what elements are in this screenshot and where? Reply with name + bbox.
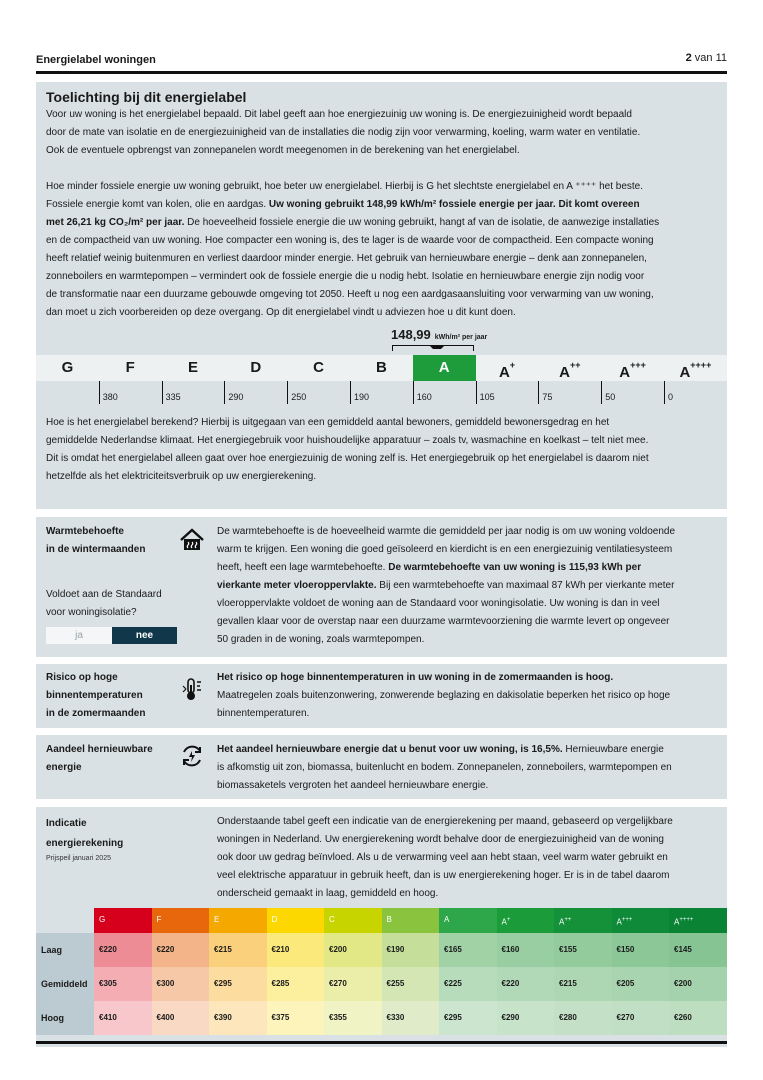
table-cell: €295 — [209, 967, 267, 1001]
house-heating-icon — [179, 527, 205, 553]
table-row-label: Laag — [36, 933, 94, 967]
table-cell: €390 — [209, 1001, 267, 1035]
answer-yes: ja — [46, 627, 112, 644]
renewable-energy-text: Het aandeel hernieuwbare energie dat u benut voor uw woning, is 16,5%. Hernieuwbare energie is afkomstig uit zon, biomassa, buitenlucht en bodem. Zonnepanelen, zonneboilers, warmtepompen en biomassaketels vergroten het aandeel hernieuwbare energie. — [217, 744, 672, 791]
table-header-1: F — [152, 908, 210, 933]
intro-paragraph-3: Hoe is het energielabel berekend? Hierbij is uitgegaan van een gemiddeld aantal bewoners, gemiddeld bewonersgedrag en het gemiddelde Nederlandse klimaat. Het energiegebruik voor huishoudelijke apparatuur – zoals tv, wasmachine en koelkast – telt niet mee. Dit is omdat het energielabel alleen gaat over hoe energiezuinig de woning zelf is. Het energiegebruik op het energielabel is daarom niet hetzelfde als het elektriciteitsverbruik op uw energierekening. — [46, 417, 649, 482]
intro-paragraph-1: Voor uw woning is het energielabel bepaald. Dit label geeft aan hoe energiezuinig uw woning is. De energiezuinigheid wordt bepaald door de mate van isolatie en de energiezuinigheid van de installaties die nodig zijn voor verwarming, koeling, warm water en ventilatie. Ook de eventuele opbrengst van zonnepanelen wordt meegenomen in de berekening van het energielabel. — [46, 109, 641, 156]
insulation-answer — [46, 627, 177, 644]
table-header-2: E — [209, 908, 267, 933]
table-cell: €155 — [554, 933, 612, 967]
scale-label-3: D — [250, 359, 262, 376]
scale-tick-6: 105 — [476, 381, 495, 404]
scale-label-8: A++ — [559, 360, 581, 381]
explanation-panel — [36, 82, 727, 509]
renewable-energy-panel — [36, 735, 727, 799]
table-cell: €260 — [669, 1001, 727, 1035]
energy-label-scale — [36, 355, 727, 381]
energy-value-marker: 148,99 kWh/m² per jaar — [391, 327, 488, 342]
table-header-3: D — [267, 908, 325, 933]
heating-demand-panel — [36, 517, 727, 657]
scale-tick-7: 75 — [538, 381, 552, 404]
table-cell: €290 — [497, 1001, 555, 1035]
scale-tick-1: 335 — [162, 381, 181, 404]
table-cell: €150 — [612, 933, 670, 967]
scale-label-9: A+++ — [619, 360, 646, 381]
table-header-5: B — [382, 908, 440, 933]
table-cell: €210 — [267, 933, 325, 967]
table-cell: €225 — [439, 967, 497, 1001]
scale-label-10: A++++ — [679, 360, 712, 381]
table-header-7: A+ — [497, 908, 555, 933]
scale-label-2: E — [187, 359, 198, 376]
table-cell: €295 — [439, 1001, 497, 1035]
table-cell: €280 — [554, 1001, 612, 1035]
scale-tick-5: 160 — [413, 381, 432, 404]
energy-bill-table — [36, 908, 727, 1042]
renewable-energy-label: Aandeel hernieuwbare energie — [46, 744, 153, 773]
document-title: Energielabel woningen — [36, 54, 156, 66]
table-cell: €145 — [669, 933, 727, 967]
table-cell: €270 — [324, 967, 382, 1001]
table-cell: €400 — [152, 1001, 210, 1035]
table-header-8: A++ — [554, 908, 612, 933]
scale-tick-0: 380 — [99, 381, 118, 404]
scale-label-0: G — [61, 359, 74, 376]
table-cell: €285 — [267, 967, 325, 1001]
table-cell: €215 — [209, 933, 267, 967]
table-cell: €305 — [94, 967, 152, 1001]
table-cell: €165 — [439, 933, 497, 967]
heating-demand-label: Warmtebehoefte in de wintermaanden — [46, 526, 146, 555]
table-cell: €215 — [554, 967, 612, 1001]
table-cell: €355 — [324, 1001, 382, 1035]
table-header-4: C — [324, 908, 382, 933]
page-header — [36, 52, 727, 74]
overheating-risk-panel — [36, 664, 727, 728]
table-cell: €410 — [94, 1001, 152, 1035]
scale-label-5: B — [375, 359, 387, 376]
table-cell: €255 — [382, 967, 440, 1001]
bottom-rule — [36, 1041, 727, 1044]
page-number: 2 van 11 — [685, 52, 727, 64]
table-cell: €330 — [382, 1001, 440, 1035]
table-cell: €220 — [152, 933, 210, 967]
table-header-6: A — [439, 908, 497, 933]
energy-bill-label: Indicatie energierekening — [46, 818, 124, 849]
table-row-label: Gemiddeld — [36, 967, 94, 1001]
scale-label-4: C — [313, 359, 324, 376]
scale-tick-3: 250 — [287, 381, 306, 404]
answer-no: nee — [112, 627, 177, 644]
table-header-10: A++++ — [669, 908, 727, 933]
section-title: Toelichting bij dit energielabel — [46, 89, 247, 105]
table-cell: €200 — [669, 967, 727, 1001]
table-cell: €375 — [267, 1001, 325, 1035]
table-header-9: A+++ — [612, 908, 670, 933]
table-cell: €200 — [324, 933, 382, 967]
table-header-0: G — [94, 908, 152, 933]
thermometer-icon — [179, 676, 205, 702]
energy-bill-panel — [36, 807, 727, 1047]
insulation-question: Voldoet aan de Standaard voor woningisolatie? — [46, 589, 162, 618]
scale-tick-9: 0 — [664, 381, 673, 404]
table-cell: €190 — [382, 933, 440, 967]
table-cell: €160 — [497, 933, 555, 967]
energy-bill-text: Onderstaande tabel geeft een indicatie van de energierekening per maand, gebaseerd op vergelijkbare woningen in Nederland. Uw energierekening wordt behalve door de energiezuinigheid van de woning ook door uw gedrag beïnvloed. Als u de verwarming veel aan hebt staan, veel warm water gebruikt en veel elektrische apparatuur in gebruik heeft, dan is uw energierekening hoger. Er is in de tabel daarom onderscheid gemaakt in laag, gemiddeld en hoog. — [217, 816, 673, 899]
price-level-note: Prijspeil januari 2025 — [46, 855, 111, 862]
renewable-cycle-icon — [179, 743, 205, 769]
overheating-risk-label: Risico op hoge binnentemperaturen in de zomermaanden — [46, 672, 146, 719]
scale-label-6: A — [413, 355, 476, 381]
scale-tick-2: 290 — [224, 381, 243, 404]
scale-label-7: A+ — [498, 360, 516, 381]
table-cell: €270 — [612, 1001, 670, 1035]
table-cell: €205 — [612, 967, 670, 1001]
table-cell: €220 — [497, 967, 555, 1001]
table-cell: €300 — [152, 967, 210, 1001]
scale-tick-8: 50 — [601, 381, 615, 404]
overheating-risk-text: Het risico op hoge binnentemperaturen in uw woning in de zomermaanden is hoog. Maatregelen zoals buitenzonwering, zonwerende beglazing en dakisolatie beperken het risico op hoge binnentemperaturen. — [217, 672, 671, 719]
scale-label-1: F — [125, 359, 135, 376]
heating-demand-text: De warmtebehoefte is de hoeveelheid warmte die gemiddeld per jaar nodig is om uw woning voldoende warm te krijgen. Een woning die goed geïsoleerd en kierdicht is en een energiezuinig ventilatiesysteem heeft, heeft een lage warmtebehoefte. De warmtebehoefte van uw woning is 115,93 kWh per vierkante meter vloeroppervlakte. Bij een warmtebehoefte van maximaal 87 kWh per vierkante meter vloeroppervlakte voldoet de woning aan de Standaard voor woningisolatie. Uw woning is dan in veel gevallen klaar voor de overstap naar een duurzame warmtevoorziening die warmte levert op ongeveer 50 graden in de woning, zoals warmtepompen. — [217, 526, 676, 645]
intro-paragraph-2: Hoe minder fossiele energie uw woning gebruikt, hoe beter uw energielabel. Hierbij is G het slechtste energielabel en A ⁺⁺⁺⁺ het beste. Fossiele energie komt van kolen, olie en aardgas. Uw woning gebruikt 148,99 kWh/m² fossiele energie per jaar. Dit komt overeen met 26,21 kg CO₂/m² per jaar. De hoeveelheid fossiele energie die uw woning gebruikt, hangt af van de isolatie, de aanwezige installaties en de compactheid van uw woning. Hoe compacter een woning is, des te lager is de waarde voor de compactheid. Een compacte woning heeft relatief weinig buitenmuren en verliest daardoor minder energie. Het gebruik van hernieuwbare energie – denk aan zonnepanelen, zonneboilers en warmtepompen – vermindert ook de fossiele energie die u nodig hebt. Isolatie en hernieuwbare energie zijn nodig voor de transformatie naar een duurzame gebouwde omgeving tot 2050. Heeft u nog een aardgasaansluiting voor verwarming van uw woning, dan moet u zich voorbereiden op deze overgang. Op dit energielabel vindt u adviezen hoe u dit kunt doen. — [46, 181, 660, 318]
table-row-label: Hoog — [36, 1001, 94, 1035]
table-cell: €220 — [94, 933, 152, 967]
scale-tick-4: 190 — [350, 381, 369, 404]
value-bracket — [392, 345, 474, 351]
